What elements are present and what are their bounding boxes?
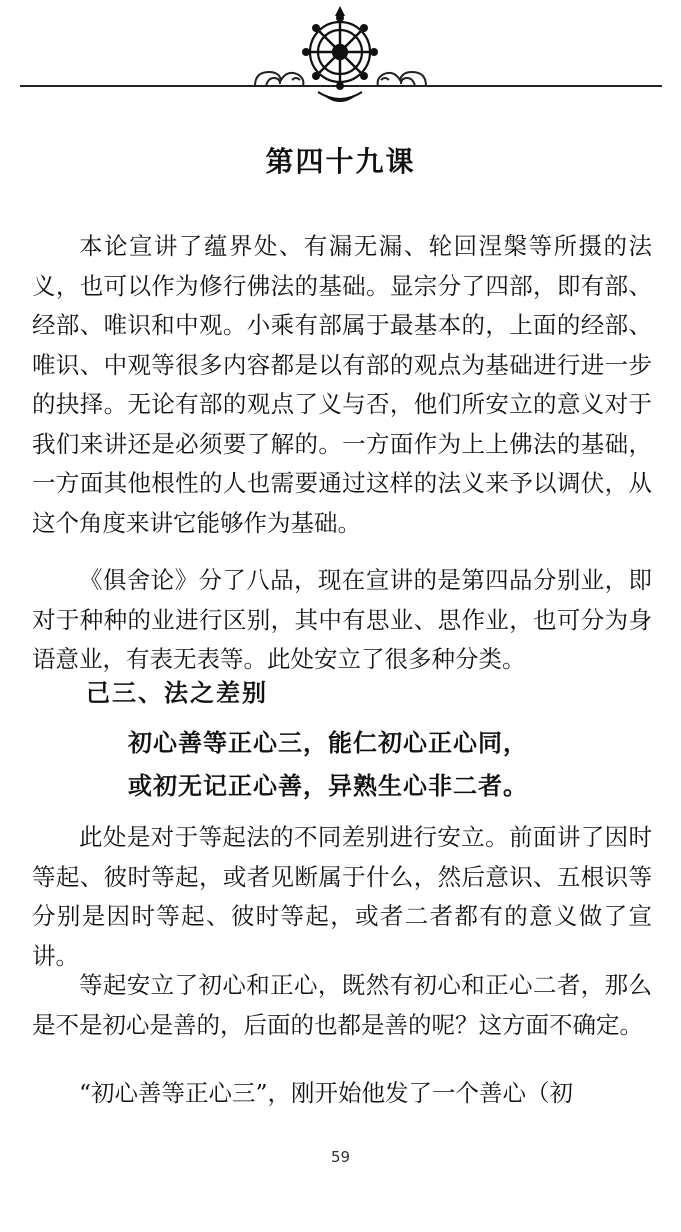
cloud-scroll-left-icon — [255, 72, 303, 86]
paragraph-text: 等起安立了初心和正心，既然有初心和正心二者，那么是不是初心是善的，后面的也都是善的呢？这方面不确定。 — [32, 971, 652, 1039]
paragraph-4 — [32, 966, 652, 1045]
paragraph-text: 本论宣讲了蕴界处、有漏无漏、轮回涅槃等所摄的法义，也可以作为修行佛法的基础。显宗分了四部，即有部、经部、唯识和中观。小乘有部属于最基本的，上面的经部、唯识、中观等很多内容都是以有部的观点为基础进行进一步的抉择。无论有部的观点了义与否，他们所安立的意义对于我们来讲还是必须要了解的。一方面作为上上佛法的基础，一方面其他根性的人也需要通过这样的法义来予以调伏，从这个角度来讲它能够作为基础。 — [32, 232, 652, 537]
header-ornament — [0, 0, 681, 120]
paragraph-2 — [32, 561, 652, 680]
verse-line-1: 初心善等正心三，能仁初心正心同， — [128, 729, 528, 757]
page-number: 59 — [330, 1148, 351, 1166]
paragraph-text: 此处是对于等起法的不同差别进行安立。前面讲了因时等起、彼时等起，或者见断属于什么，然后意识、五根识等分别是因时等起、彼时等起，或者二者都有的意义做了宣讲。 — [32, 823, 652, 970]
paragraph-text: “初心善等正心三”，刚开始他发了一个善心（初 — [79, 1079, 574, 1107]
verse-line-2: 或初无记正心善，异熟生心非二者。 — [128, 772, 528, 800]
paragraph-1 — [32, 227, 652, 543]
cloud-scroll-right-icon — [378, 72, 426, 86]
paragraph-text: 《俱舍论》分了八品，现在宣讲的是第四品分别业，即对于种种的业进行区别，其中有思业、思作业，也可分为身语意业，有表无表等。此处安立了很多种分类。 — [32, 566, 652, 673]
paragraph-5 — [32, 1074, 652, 1114]
paragraph-3 — [32, 818, 652, 976]
section-heading: 己三、法之差别 — [86, 679, 268, 707]
page-title: 第四十九课 — [265, 145, 416, 178]
